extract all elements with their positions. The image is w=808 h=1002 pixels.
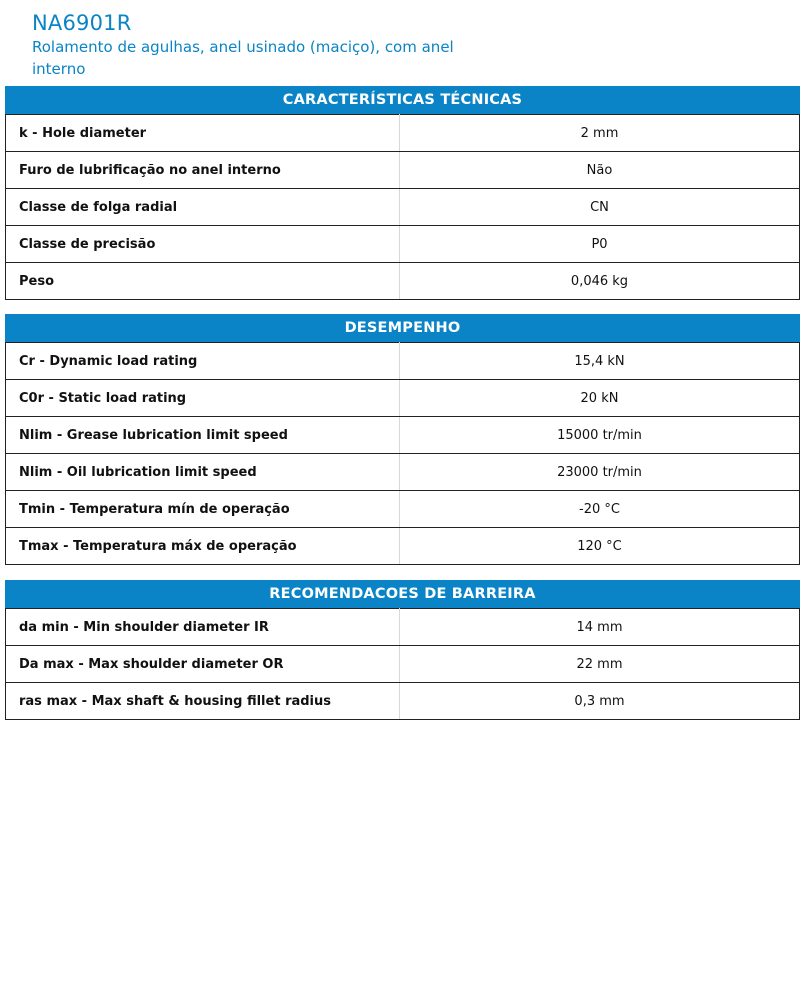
table-row (6, 380, 800, 417)
table-row (6, 454, 800, 491)
row-label: da min - Min shoulder diameter IR (6, 609, 400, 646)
table-row (6, 115, 800, 152)
row-label: Classe de precisão (6, 226, 400, 263)
product-title: NA6901R (32, 11, 132, 35)
row-value: 0,046 kg (400, 263, 800, 300)
spec-table (5, 342, 800, 565)
table-row (6, 226, 800, 263)
row-value: 15,4 kN (400, 343, 800, 380)
table-row (6, 417, 800, 454)
row-value: 22 mm (400, 646, 800, 683)
row-label: Peso (6, 263, 400, 300)
row-label: Da max - Max shoulder diameter OR (6, 646, 400, 683)
row-value: P0 (400, 226, 800, 263)
section-header: RECOMENDACOES DE BARREIRA (5, 580, 800, 608)
row-value: 120 °C (400, 528, 800, 565)
section-header: DESEMPENHO (5, 314, 800, 342)
section-performance (5, 314, 800, 565)
product-header (32, 10, 472, 80)
row-label: Tmax - Temperatura máx de operação (6, 528, 400, 565)
row-label: Cr - Dynamic load rating (6, 343, 400, 380)
row-value: 0,3 mm (400, 683, 800, 720)
table-row (6, 609, 800, 646)
table-row (6, 683, 800, 720)
spec-table (5, 608, 800, 720)
product-subtitle: Rolamento de agulhas, anel usinado (maciço), com anel interno (32, 38, 454, 78)
table-row (6, 491, 800, 528)
row-label: Classe de folga radial (6, 189, 400, 226)
spec-table (5, 114, 800, 300)
row-label: k - Hole diameter (6, 115, 400, 152)
section-technical-characteristics (5, 86, 800, 300)
row-label: C0r - Static load rating (6, 380, 400, 417)
row-value: Não (400, 152, 800, 189)
row-value: 23000 tr/min (400, 454, 800, 491)
row-value: -20 °C (400, 491, 800, 528)
section-header: CARACTERÍSTICAS TÉCNICAS (5, 86, 800, 114)
table-row (6, 528, 800, 565)
row-label: ras max - Max shaft & housing fillet radius (6, 683, 400, 720)
row-label: Furo de lubrificação no anel interno (6, 152, 400, 189)
row-value: 15000 tr/min (400, 417, 800, 454)
row-label: Tmin - Temperatura mín de operação (6, 491, 400, 528)
row-value: 20 kN (400, 380, 800, 417)
row-value: 14 mm (400, 609, 800, 646)
table-row (6, 646, 800, 683)
section-shoulder-recommendations (5, 580, 800, 720)
row-value: 2 mm (400, 115, 800, 152)
table-row (6, 152, 800, 189)
row-label: Nlim - Oil lubrication limit speed (6, 454, 400, 491)
table-row (6, 343, 800, 380)
row-label: Nlim - Grease lubrication limit speed (6, 417, 400, 454)
table-row (6, 189, 800, 226)
table-row (6, 263, 800, 300)
row-value: CN (400, 189, 800, 226)
